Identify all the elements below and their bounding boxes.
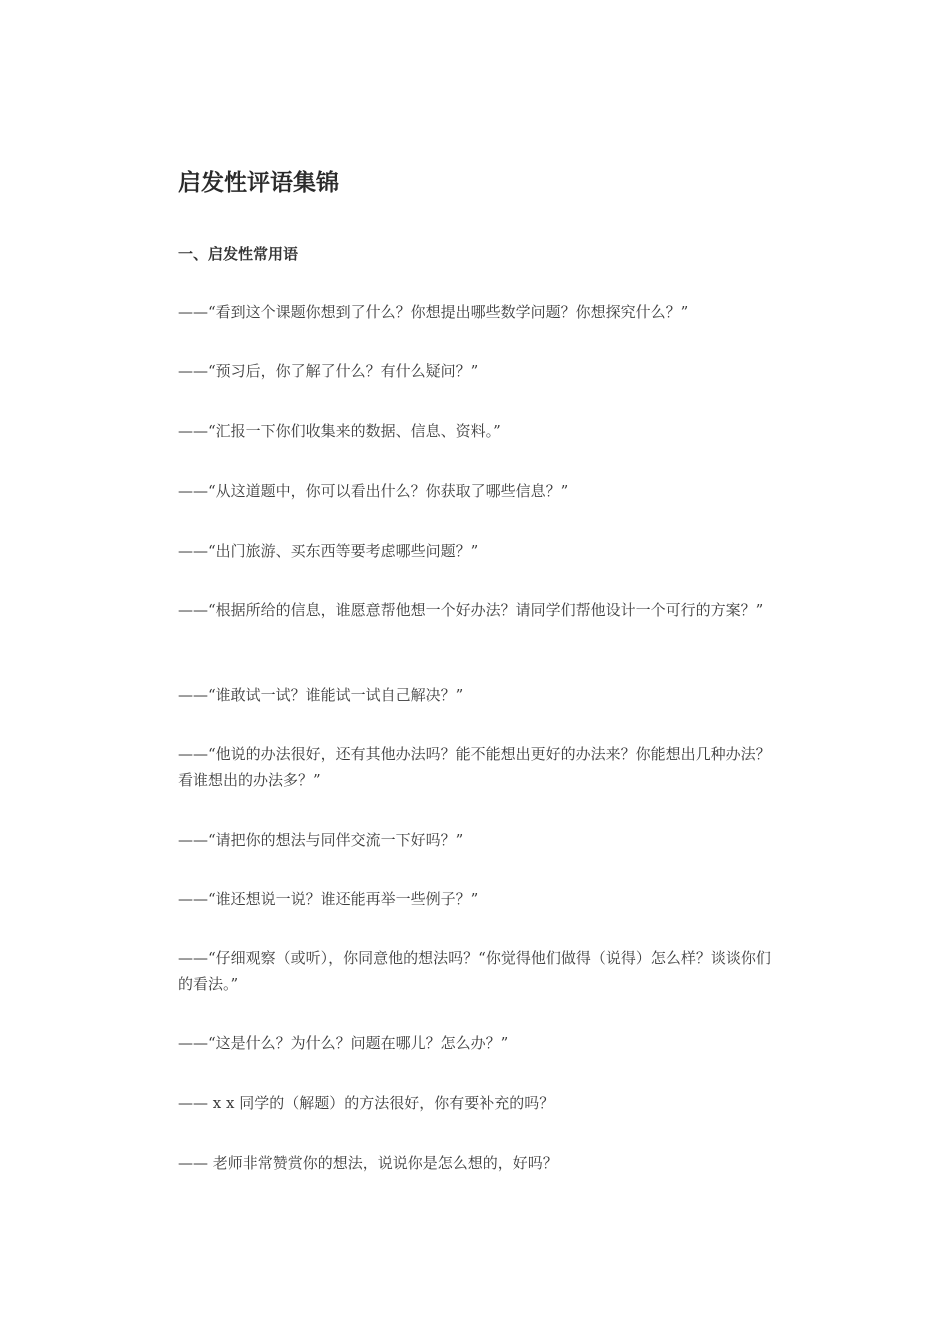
section-heading: 一、启发性常用语: [178, 245, 299, 263]
phrase-line: ——“从这道题中，你可以看出什么？你获取了哪些信息？”: [178, 482, 569, 500]
phrase-line: —— x x 同学的（解题）的方法很好，你有要补充的吗？: [178, 1094, 555, 1112]
phrase-line: ——“看到这个课题你想到了什么？你想提出哪些数学问题？你想探究什么？”: [178, 303, 689, 321]
phrase-line: ——“这是什么？为什么？问题在哪儿？怎么办？”: [178, 1034, 509, 1052]
phrase-line: ——“他说的办法很好，还有其他办法吗？能不能想出更好的办法来？你能想出几种办法？看谁想出的办法多？”: [178, 745, 771, 789]
phrase-line: ——“仔细观察（或听），你同意他的想法吗？“你觉得他们做得（说得）怎么样？谈谈你们的看法。”: [178, 949, 771, 993]
phrase-line: —— 老师非常赞赏你的想法，说说你是怎么想的，好吗？: [178, 1154, 558, 1172]
phrase-line: ——“出门旅游、买东西等要考虑哪些问题？”: [178, 542, 479, 560]
phrase-line: ——“根据所给的信息，谁愿意帮他想一个好办法？请同学们帮他设计一个可行的方案？”: [178, 601, 764, 619]
phrase-line: ——“请把你的想法与同伴交流一下好吗？”: [178, 831, 464, 849]
document-title: 启发性评语集锦: [178, 170, 339, 196]
phrase-line: ——“谁还想说一说？谁还能再举一些例子？”: [178, 890, 479, 908]
phrase-line: ——“预习后，你了解了什么？有什么疑问？”: [178, 362, 479, 380]
phrase-line: ——“谁敢试一试？谁能试一试自己解决？”: [178, 686, 464, 704]
phrase-line: ——“汇报一下你们收集来的数据、信息、资料。”: [178, 422, 501, 440]
